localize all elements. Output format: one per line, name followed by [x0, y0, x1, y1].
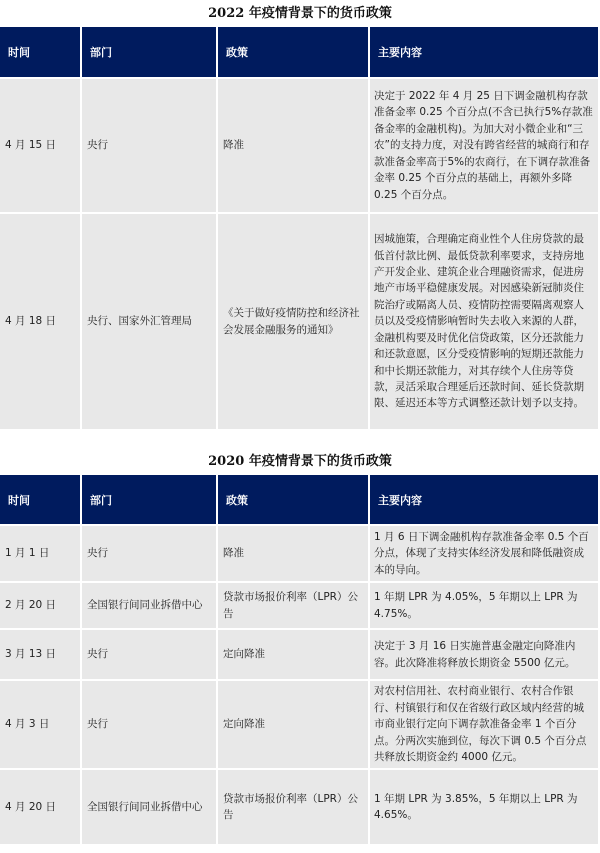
cell-department: 全国银行间同业拆借中心 [82, 583, 216, 628]
cell-time: 4 月 20 日 [0, 770, 80, 844]
header-row [0, 475, 598, 524]
cell-department: 央行 [82, 630, 216, 679]
header-content: 主要内容 [370, 27, 598, 77]
cell-department: 央行 [82, 79, 216, 212]
cell-time: 4 月 18 日 [0, 214, 80, 429]
header-policy: 政策 [218, 475, 368, 524]
cell-department: 央行 [82, 526, 216, 581]
cell-policy: 定向降准 [218, 681, 368, 768]
header-policy: 政策 [218, 27, 368, 77]
table-row [0, 79, 598, 212]
cell-content: 1 年期 LPR 为 4.05%，5 年期以上 LPR 为 4.75%。 [370, 583, 598, 628]
table-row [0, 630, 598, 679]
policy-table-2022 [0, 25, 600, 431]
table-row [0, 526, 598, 581]
cell-time: 2 月 20 日 [0, 583, 80, 628]
cell-policy: 降准 [218, 79, 368, 212]
cell-time: 1 月 1 日 [0, 526, 80, 581]
cell-content: 因城施策，合理确定商业性个人住房贷款的最低首付款比例、最低贷款利率要求，支持房地产开发企业、建筑企业合理融资需求，促进房地产市场平稳健康发展。对因感染新冠肺炎住院治疗或隔离人员、疫情防控需要隔离观察人员以及受疫情影响暂时失去收入来源的人群，金融机构要及时优化信贷政策，区分还款能力和还款意愿，区分受疫情影响的短期还款能力和中长期还款能力，对其存续个人住房等贷款，灵活采取合理延后还款时间、延长贷款期限、延迟还本等方式调整还款计划予以支持。 [370, 214, 598, 429]
table-title-2022: 2022 年疫情背景下的货币政策 [208, 6, 392, 21]
header-time: 时间 [0, 475, 80, 524]
policy-table-2020 [0, 473, 600, 846]
cell-content: 决定于 3 月 16 日实施普惠金融定向降准内容。此次降准将释放长期资金 5500 亿元。 [370, 630, 598, 679]
header-time: 时间 [0, 27, 80, 77]
cell-department: 全国银行间同业拆借中心 [82, 770, 216, 844]
table-row [0, 681, 598, 768]
cell-department: 央行、国家外汇管理局 [82, 214, 216, 429]
table-title-2020: 2020 年疫情背景下的货币政策 [208, 454, 392, 469]
header-department: 部门 [82, 475, 216, 524]
table-row [0, 214, 598, 429]
cell-time: 4 月 3 日 [0, 681, 80, 768]
cell-policy: 贷款市场报价利率（LPR）公告 [218, 583, 368, 628]
cell-policy: 《关于做好疫情防控和经济社会发展金融服务的通知》 [218, 214, 368, 429]
cell-time: 4 月 15 日 [0, 79, 80, 212]
cell-content: 1 年期 LPR 为 3.85%，5 年期以上 LPR 为 4.65%。 [370, 770, 598, 844]
cell-policy: 降准 [218, 526, 368, 581]
header-content: 主要内容 [370, 475, 598, 524]
header-department: 部门 [82, 27, 216, 77]
table-row [0, 770, 598, 844]
cell-time: 3 月 13 日 [0, 630, 80, 679]
cell-content: 1 月 6 日下调金融机构存款准备金率 0.5 个百分点，体现了支持实体经济发展和降低融资成本的导向。 [370, 526, 598, 581]
cell-policy: 贷款市场报价利率（LPR）公告 [218, 770, 368, 844]
cell-policy: 定向降准 [218, 630, 368, 679]
cell-content: 对农村信用社、农村商业银行、农村合作银行、村镇银行和仅在省级行政区域内经营的城市商业银行定向下调存款准备金率 1 个百分点。分两次实施到位，每次下调 0.5 个百分点 共释放长期资金约 4000 亿元。 [370, 681, 598, 768]
table-row [0, 583, 598, 628]
header-row [0, 27, 598, 77]
cell-department: 央行 [82, 681, 216, 768]
cell-content: 决定于 2022 年 4 月 25 日下调金融机构存款准备金率 0.25 个百分点(不含已执行5%存款准备金率的金融机构)。为加大对小微企业和“三农”的支持力度，对没有跨省经营的城商行和存款准备金率高于5%的农商行，在下调存款准备金率 0.25 个百分点的基础上，再额外多降 0.25 个百分点。 [370, 79, 598, 212]
